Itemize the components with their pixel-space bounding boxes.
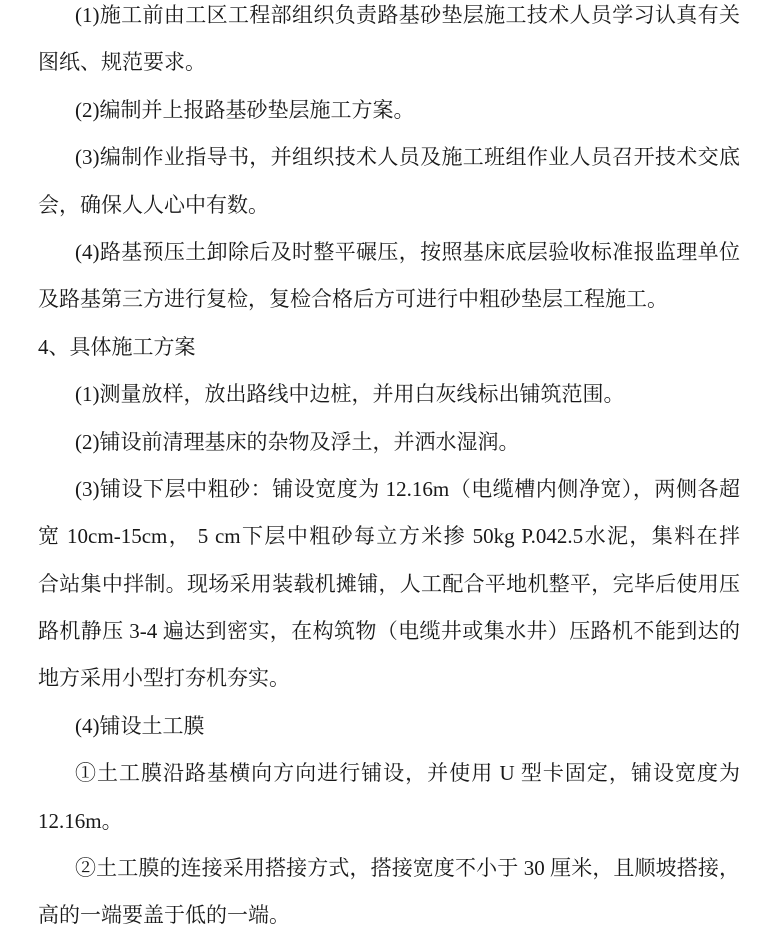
text-line: 及路基第三方进行复检，复检合格后方可进行中粗砂垫层工程施工。	[38, 287, 668, 312]
text-line: (4)路基预压土卸除后及时整平碾压，按照基床底层验收标准报监理单位	[75, 239, 740, 264]
text-line: 12.16m。	[38, 808, 123, 833]
text-line: 高的一端要盖于低的一端。	[38, 903, 290, 928]
text-line: (1)测量放样，放出路线中边桩，并用白灰线标出铺筑范围。	[75, 382, 625, 407]
text-line: 会，确保人人心中有数。	[38, 192, 269, 217]
text-line: (2)编制并上报路基砂垫层施工方案。	[75, 97, 415, 122]
text-line: (3)铺设下层中粗砂：铺设宽度为 12.16m（电缆槽内侧净宽），两侧各超	[75, 476, 740, 501]
text-line: 宽 10cm-15cm， 5 cm下层中粗砂每立方米掺 50kg P.042.5水泥，集料在拌	[38, 524, 740, 549]
text-line: 4、具体施工方案	[38, 334, 196, 359]
text-line: (2)铺设前清理基床的杂物及浮土，并洒水湿润。	[75, 429, 520, 454]
text-line: ①土工膜沿路基横向方向进行铺设，并使用 U 型卡固定，铺设宽度为	[75, 761, 740, 786]
text-line: 路机静压 3-4 遍达到密实，在构筑物（电缆井或集水井）压路机不能到达的	[38, 619, 740, 644]
text-line: (3)编制作业指导书，并组织技术人员及施工班组作业人员召开技术交底	[75, 145, 740, 170]
text-line: (4)铺设土工膜	[75, 713, 205, 738]
text-line: (1)施工前由工区工程部组织负责路基砂垫层施工技术人员学习认真有关	[75, 3, 740, 27]
text-line: 图纸、规范要求。	[38, 50, 206, 75]
text-line: 地方采用小型打夯机夯实。	[38, 666, 290, 691]
text-line: 合站集中拌制。现场采用装载机摊铺，人工配合平地机整平，完毕后使用压	[38, 571, 740, 596]
text-line: ②土工膜的连接采用搭接方式，搭接宽度不小于 30 厘米，且顺坡搭接，	[75, 856, 740, 881]
